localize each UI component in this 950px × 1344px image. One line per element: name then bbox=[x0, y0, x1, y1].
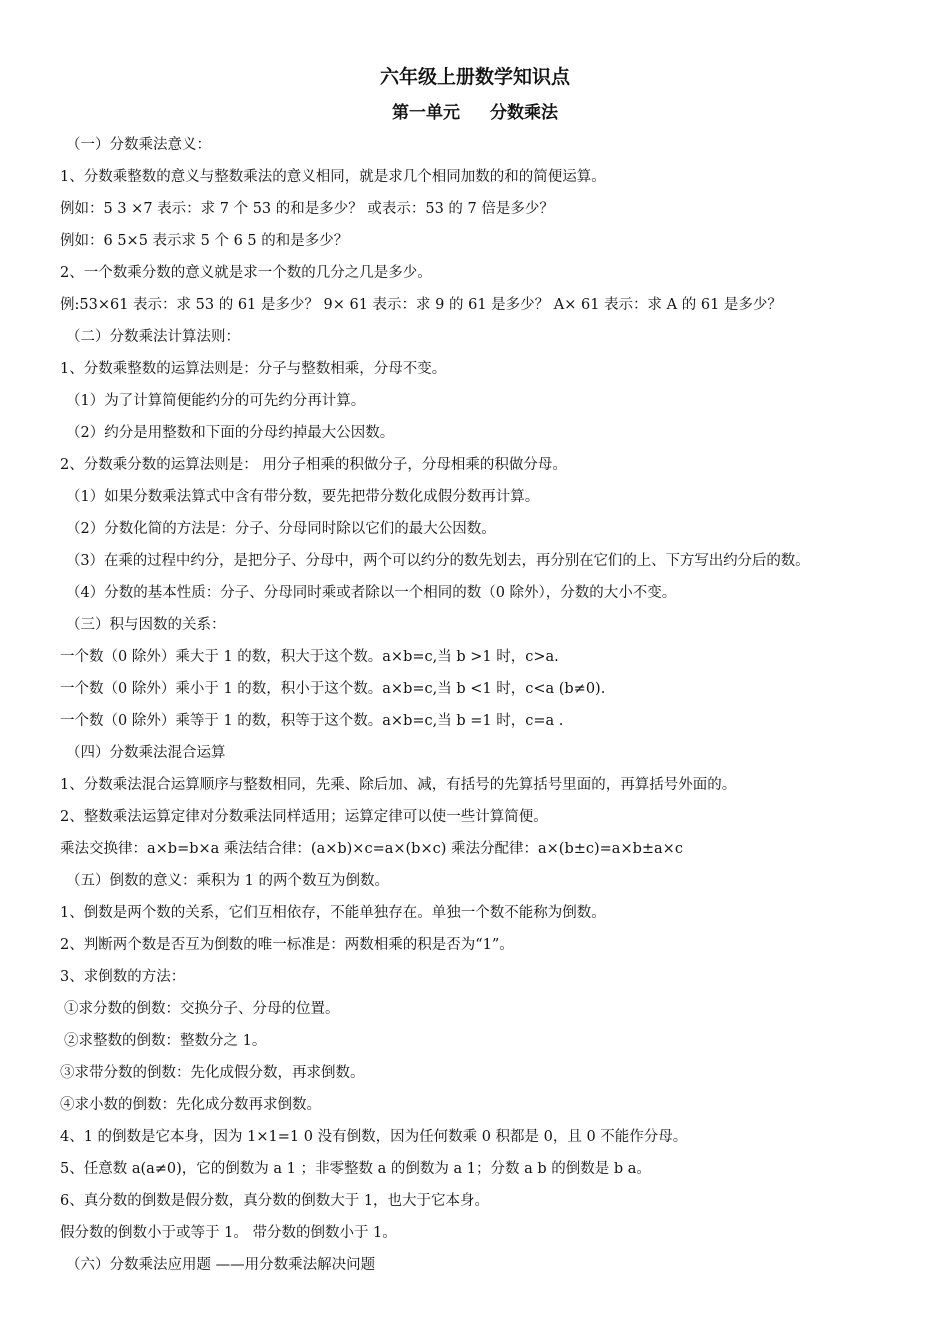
text-line: 2、整数乘法运算定律对分数乘法同样适用；运算定律可以使一些计算简便。 bbox=[60, 809, 548, 825]
text-line: 乘法交换律：a×b=b×a 乘法结合律：(a×b)×c=a×(b×c) 乘法分配律：a×(b±c)=a×b±a×c bbox=[60, 841, 683, 857]
section-heading: （四）分数乘法混合运算 bbox=[66, 745, 226, 761]
text-line: 一个数（0 除外）乘大于 1 的数，积大于这个数。a×b=c,当 b >1 时，c>a. bbox=[60, 649, 559, 665]
text-line: 2、分数乘分数的运算法则是： 用分子相乘的积做分子，分母相乘的积做分母。 bbox=[60, 457, 567, 473]
unit-heading bbox=[0, 98, 950, 123]
text-line: 例如：6 5×5 表示求 5 个 6 5 的和是多少？ bbox=[60, 233, 349, 249]
text-line: （2）约分是用整数和下面的分母约掉最大公因数。 bbox=[66, 425, 395, 441]
text-line: 1、分数乘整数的运算法则是：分子与整数相乘，分母不变。 bbox=[60, 361, 447, 377]
unit-topic: 分数乘法 bbox=[490, 103, 558, 123]
text-line: 一个数（0 除外）乘小于 1 的数，积小于这个数。a×b=c,当 b <1 时，c<a (b≠0). bbox=[60, 681, 606, 697]
text-line: 1、分数乘法混合运算顺序与整数相同，先乘、除后加、减，有括号的先算括号里面的，再算括号外面的。 bbox=[60, 777, 737, 793]
text-line: （1）为了计算简便能约分的可先约分再计算。 bbox=[66, 393, 366, 409]
text-line: 6、真分数的倒数是假分数，真分数的倒数大于 1，也大于它本身。 bbox=[60, 1193, 490, 1209]
text-line: 1、分数乘整数的意义与整数乘法的意义相同，就是求几个相同加数的和的简便运算。 bbox=[60, 169, 606, 185]
text-line: 3、求倒数的方法： bbox=[60, 969, 186, 985]
text-line: 1、倒数是两个数的关系，它们互相依存，不能单独存在。单独一个数不能称为倒数。 bbox=[60, 905, 606, 921]
text-line: （4）分数的基本性质：分子、分母同时乘或者除以一个相同的数（0 除外），分数的大小不变。 bbox=[66, 585, 677, 601]
text-line: ③求带分数的倒数：先化成假分数，再求倒数。 bbox=[60, 1065, 365, 1081]
section-heading: （三）积与因数的关系： bbox=[66, 617, 226, 633]
text-line: 5、任意数 a(a≠0)，它的倒数为 a 1 ；非零整数 a 的倒数为 a 1；分数 a b 的倒数是 b a。 bbox=[60, 1161, 651, 1177]
text-line: ①求分数的倒数：交换分子、分母的位置。 bbox=[64, 1001, 340, 1017]
text-line: （2）分数化简的方法是：分子、分母同时除以它们的最大公因数。 bbox=[66, 521, 496, 537]
text-line: 一个数（0 除外）乘等于 1 的数，积等于这个数。a×b=c,当 b =1 时，c=a . bbox=[60, 713, 564, 729]
text-line: 假分数的倒数小于或等于 1。 带分数的倒数小于 1。 bbox=[60, 1225, 397, 1241]
text-line: 例如：5 3 ×7 表示：求 7 个 53 的和是多少？ 或表示：53 的 7 倍是多少？ bbox=[60, 201, 554, 217]
text-line: ②求整数的倒数：整数分之 1。 bbox=[64, 1033, 267, 1049]
section-heading: （二）分数乘法计算法则： bbox=[66, 329, 240, 345]
text-line: （3）在乘的过程中约分，是把分子、分母中，两个可以约分的数先划去，再分别在它们的上、下方写出约分后的数。 bbox=[66, 553, 810, 569]
section-heading: （五）倒数的意义：乘积为 1 的两个数互为倒数。 bbox=[66, 873, 389, 889]
page-title: 六年级上册数学知识点 bbox=[379, 66, 570, 88]
text-line: 例:53×61 表示：求 53 的 61 是多少？ 9× 61 表示：求 9 的 61 是多少？ A× 61 表示：求 A 的 61 是多少？ bbox=[60, 297, 782, 313]
text-line: （1）如果分数乘法算式中含有带分数，要先把带分数化成假分数再计算。 bbox=[66, 489, 540, 505]
text-line: 2、判断两个数是否互为倒数的唯一标准是：两数相乘的积是否为“1”。 bbox=[60, 937, 514, 953]
section-heading: （一）分数乘法意义： bbox=[66, 137, 211, 153]
unit-number: 第一单元 bbox=[392, 103, 460, 123]
section-heading: （六）分数乘法应用题 ——用分数乘法解决问题 bbox=[66, 1257, 376, 1273]
text-line: 4、1 的倒数是它本身，因为 1×1=1 0 没有倒数，因为任何数乘 0 积都是 0，且 0 不能作分母。 bbox=[60, 1129, 688, 1145]
text-line: 2、一个数乘分数的意义就是求一个数的几分之几是多少。 bbox=[60, 265, 432, 281]
text-line: ④求小数的倒数：先化成分数再求倒数。 bbox=[60, 1097, 321, 1113]
